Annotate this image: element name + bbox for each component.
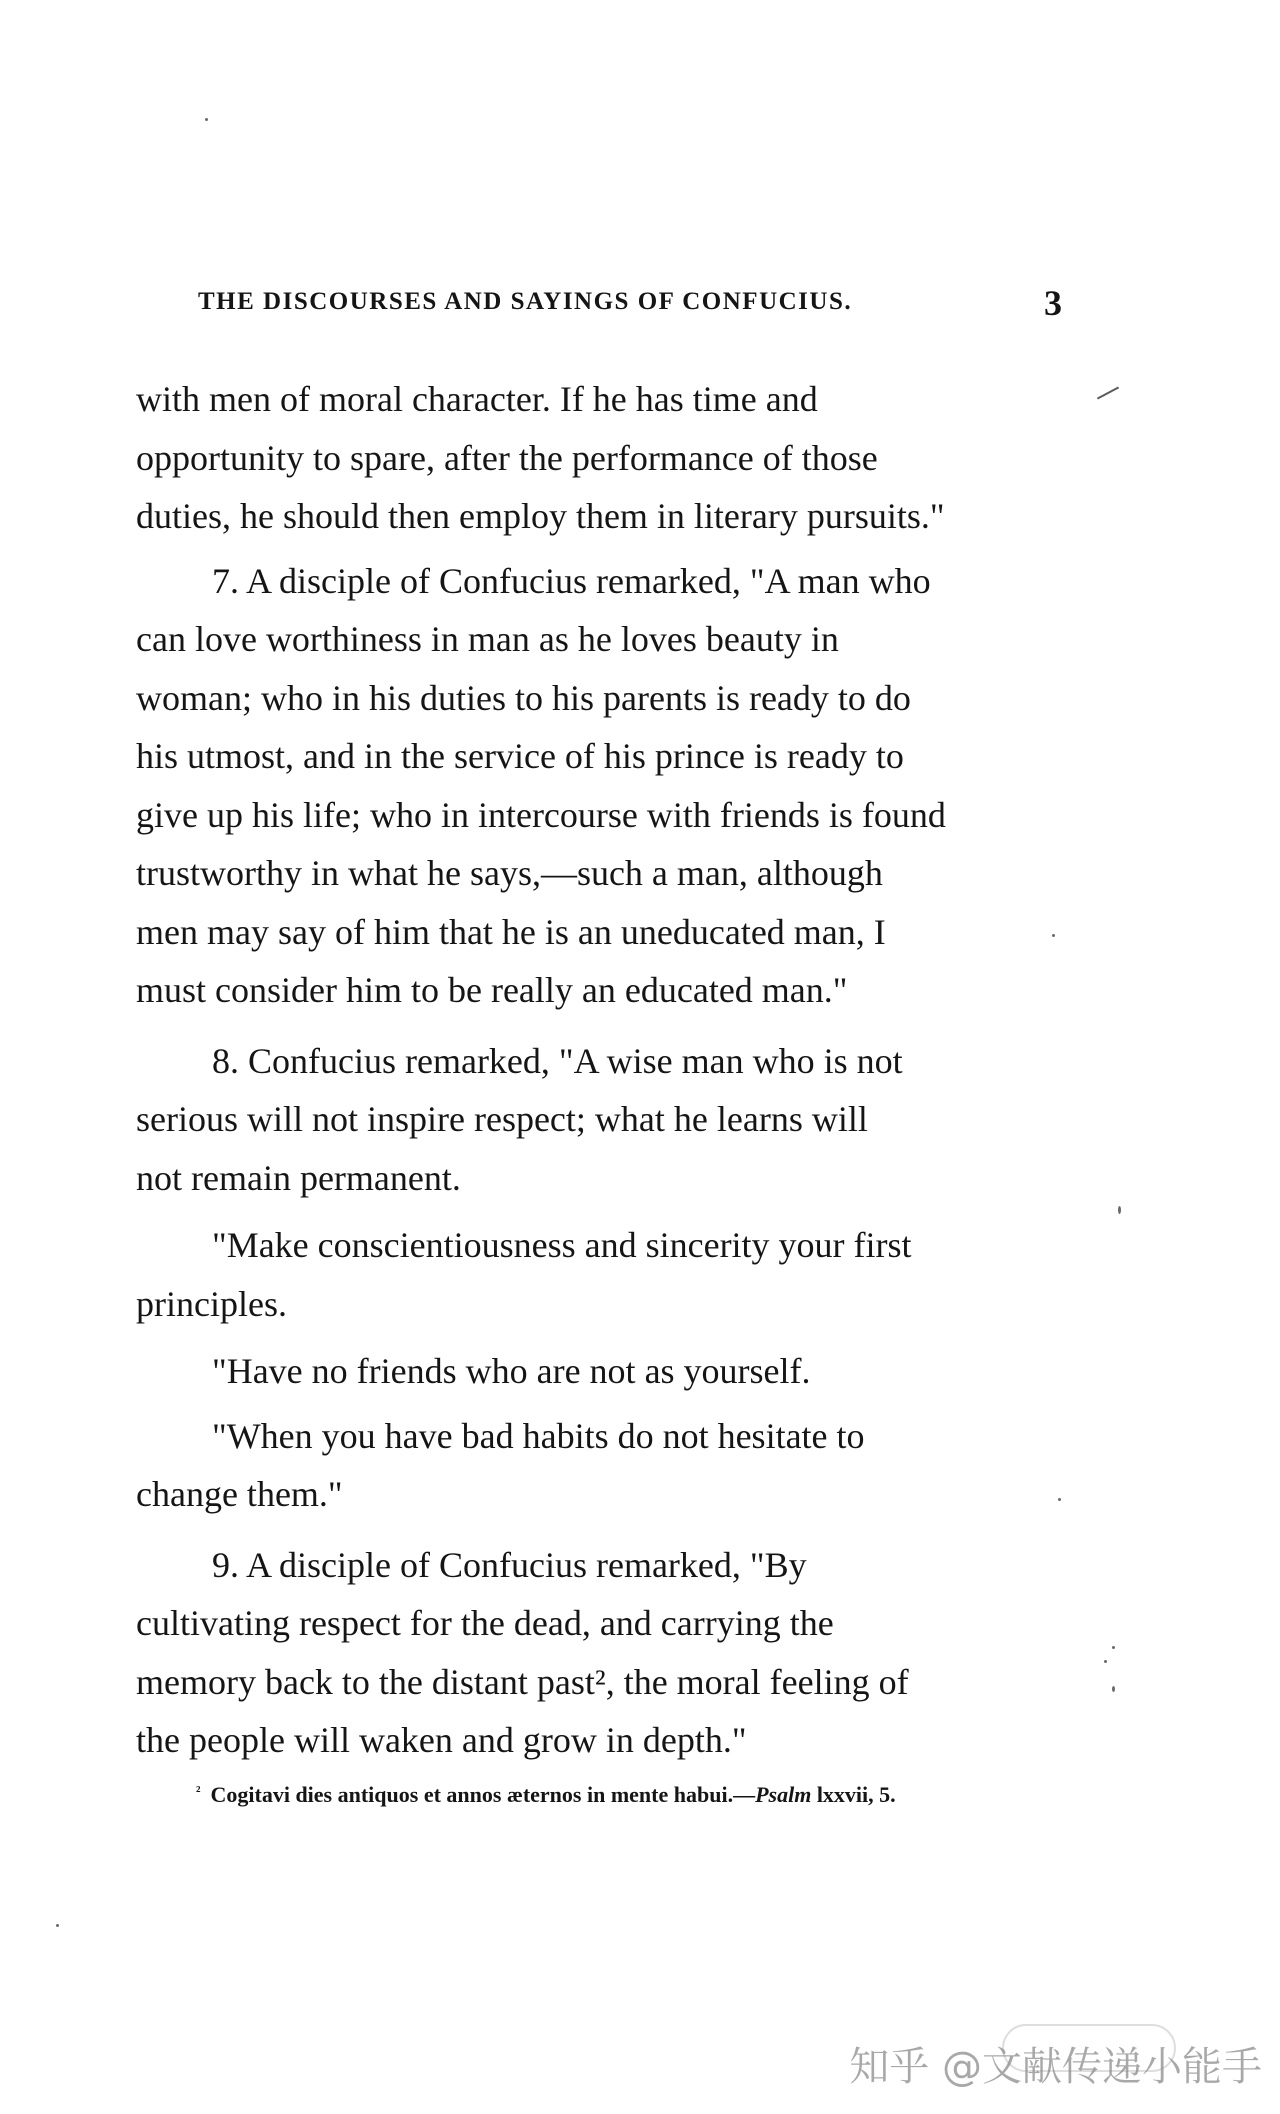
footnote-source: Psalm (755, 1782, 812, 1807)
paragraph-conscientiousness: "Make conscientiousness and sincerity your first principles. (136, 1225, 912, 1324)
paragraph-section-8: 8. Confucius remarked, "A wise man who is not serious will not inspire respect; what he learns will not remain permanent. (136, 1040, 903, 1198)
scan-speck (1058, 1498, 1061, 1501)
scan-speck (1104, 1660, 1107, 1663)
page-number: 3 (1044, 283, 1062, 323)
footnote (196, 1782, 1062, 1808)
footnote-reference: lxxvii, 5. (811, 1782, 896, 1807)
scan-speck (1052, 934, 1055, 937)
watermark-text: 知乎 @文献传递小能手 (849, 2044, 1262, 2090)
footnote-marker: ² (196, 1784, 201, 1800)
margin-tick-mark (1097, 386, 1119, 399)
running-head (198, 282, 1062, 322)
running-title: THE DISCOURSES AND SAYINGS OF CONFUCIUS. (198, 288, 853, 315)
watermark (842, 2012, 1262, 2092)
scan-speck (56, 1924, 59, 1927)
paragraph-continuation: with men of moral character. If he has time and opportunity to spare, after the performance of those duties, he should then employ them in literary pursuits." (136, 379, 945, 536)
body-text (136, 370, 1062, 1770)
scan-speck (1112, 1646, 1115, 1649)
paragraph-bad-habits: "When you have bad habits do not hesitate to change them." (136, 1415, 865, 1514)
paragraph-section-9: 9. A disciple of Confucius remarked, "By cultivating respect for the dead, and carrying the memory back to the distant past², the moral feeling of the people will waken and grow in depth." (136, 1544, 909, 1760)
footnote-text: Cogitavi dies antiquos et annos æternos in mente habui.— (210, 1782, 756, 1807)
scan-speck (1112, 1686, 1115, 1692)
scan-speck (1118, 1206, 1121, 1214)
scan-speck (205, 118, 208, 121)
paragraph-friends: "Have no friends who are not as yourself. (212, 1351, 811, 1391)
paragraph-section-7: 7. A disciple of Confucius remarked, "A man who can love worthiness in man as he loves beauty in woman; who in his duties to his parents is ready to do his utmost, and in the service of his prince is ready to give up his life; who in intercourse with friends is found trustworthy in what he says,—such a man, although men may say of him that he is an uneducated man, I must consider him to be really an educated man." (136, 560, 946, 1010)
